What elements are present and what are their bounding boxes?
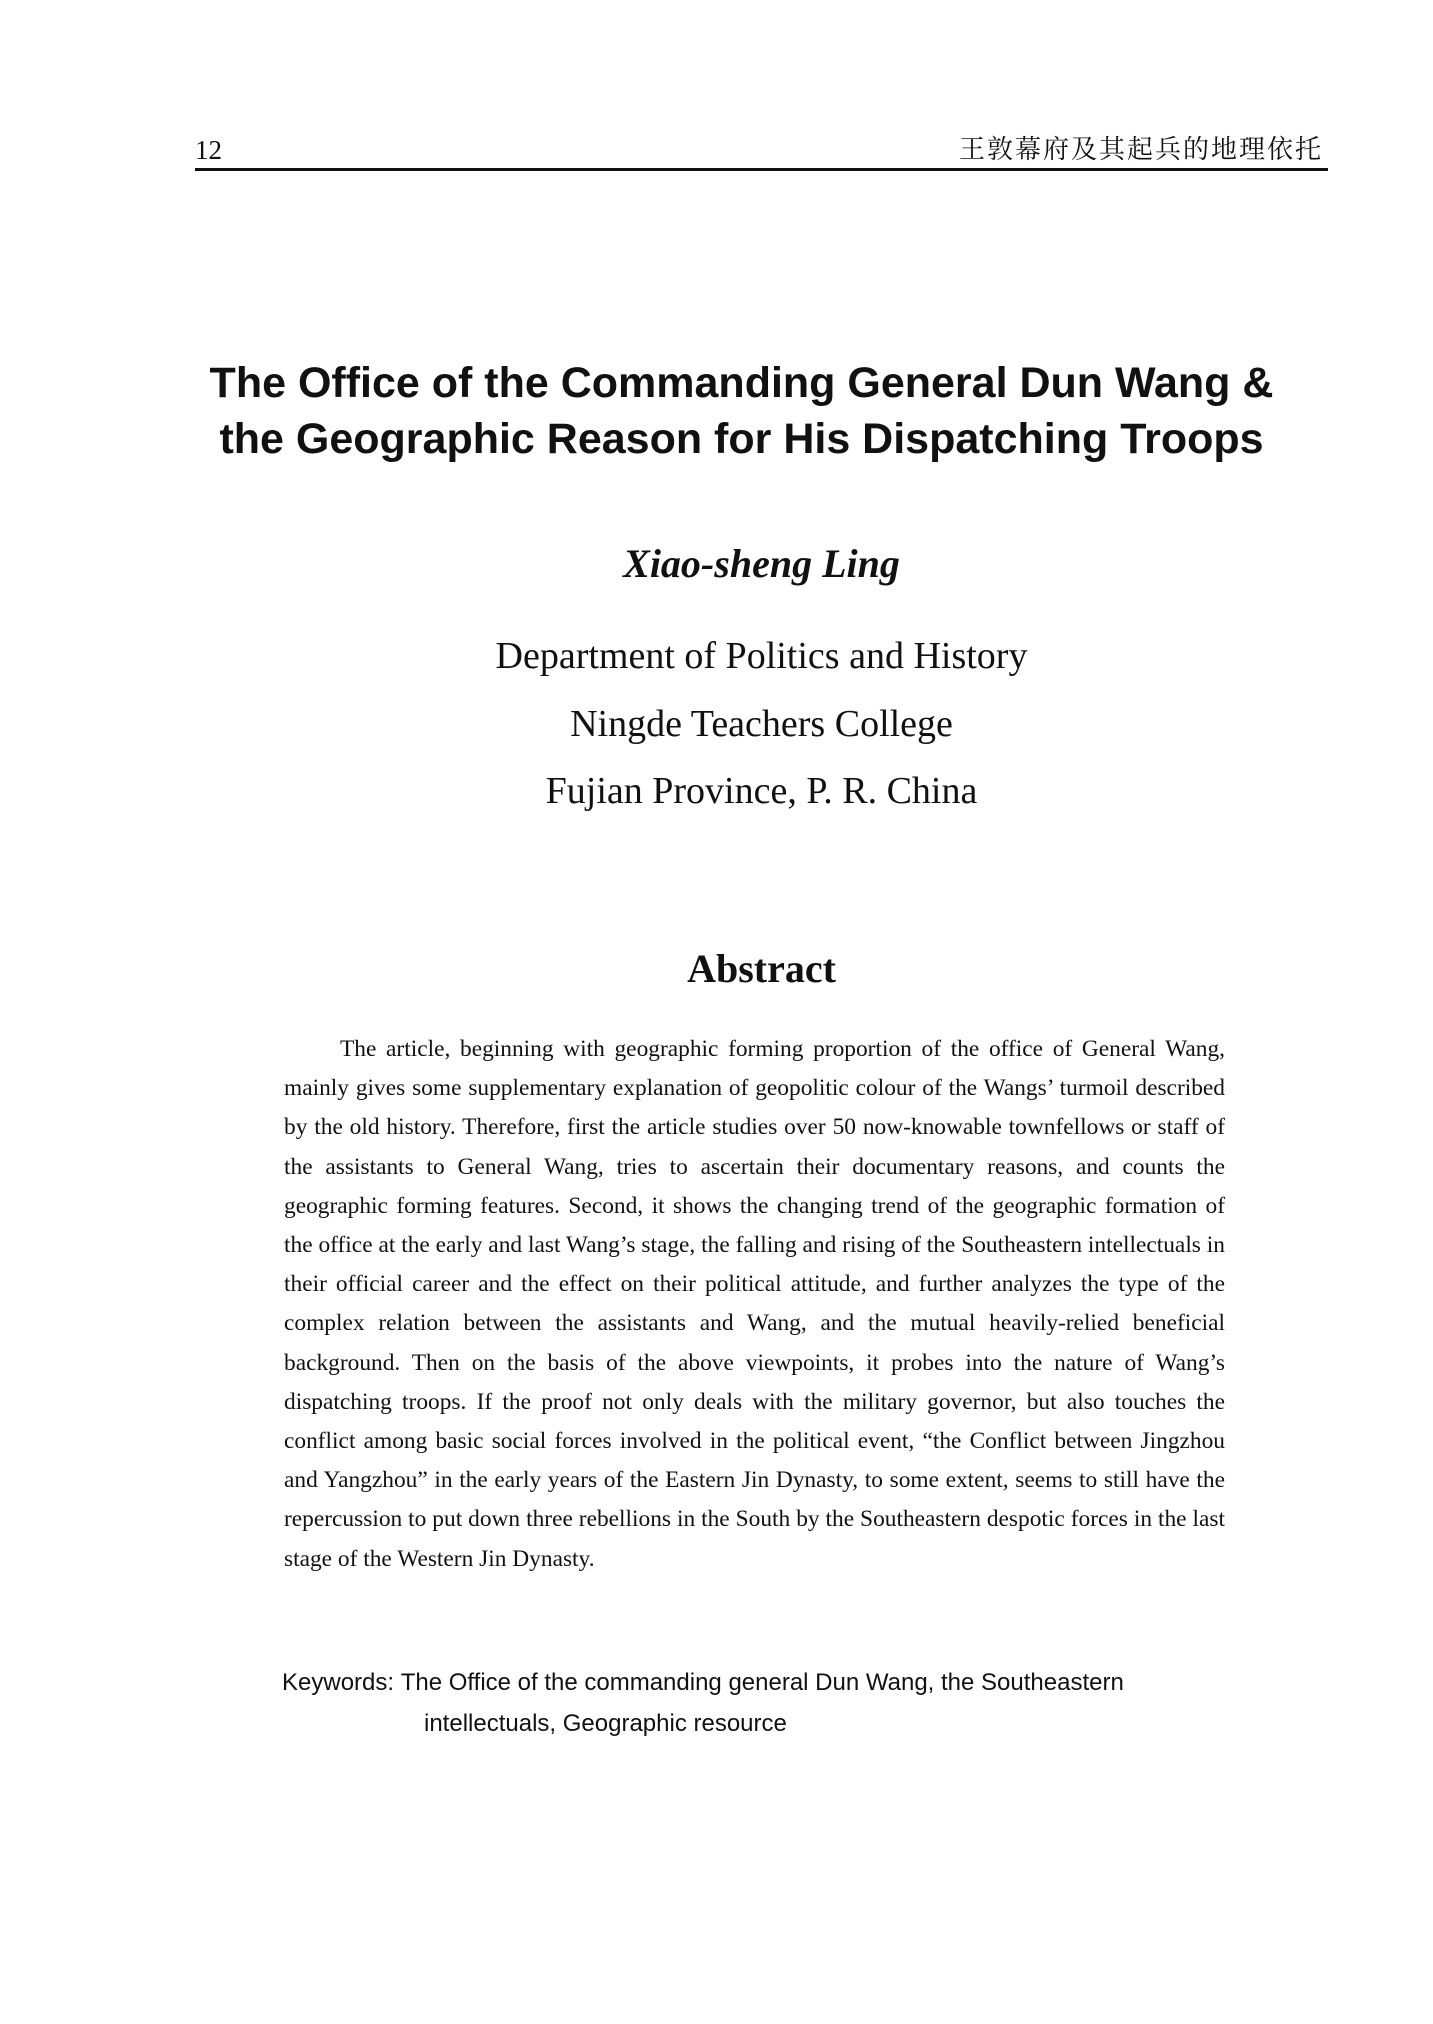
- article-title-line-2: the Geographic Reason for His Dispatching Troops: [219, 415, 1264, 463]
- affiliation-department: Department of Politics and History: [495, 635, 1028, 677]
- keywords-row: [282, 1662, 1227, 1703]
- article-title-line-1: The Office of the Commanding General Dun Wang &: [209, 359, 1274, 407]
- abstract-body: The article, beginning with geographic forming proportion of the office of General Wang, mainly gives some supplementary explanation of geopolitic colour of the Wangs’ turmoil described by the old history. Therefore, first the article studies over 50 now-knowable townfellows or staff of the assistants to General Wang, tries to ascertain their documentary reasons, and counts the geographic forming features. Second, it shows the changing trend of the geographic formation of the office at the early and last Wang’s stage, the falling and rising of the Southeastern intellectuals in their official career and the effect on their political attitude, and further analyzes the type of the complex relation between the assistants and Wang, and the mutual heavily-relied beneficial background. Then on the basis of the above viewpoints, it probes into the nature of Wang’s dispatching troops. If the proof not only deals with the military governor, but also touches the conflict among basic social forces involved in the political event, “the Conflict between Jingzhou and Yangzhou” in the early years of the Eastern Jin Dynasty, to some extent, seems to still have the repercussion to put down three rebellions in the South by the Southeastern despotic forces in the last stage of the Western Jin Dynasty.: [284, 1036, 1225, 1572]
- affiliation-institution: Ningde Teachers College: [570, 703, 953, 745]
- article-title: [100, 355, 1383, 467]
- keywords-section: [282, 1662, 1227, 1744]
- keywords-line-2: intellectuals, Geographic resource: [424, 1710, 787, 1737]
- author-name: Xiao-sheng Ling: [623, 541, 900, 586]
- keywords-line-1: The Office of the commanding general Dun Wang, the Southeastern: [400, 1669, 1124, 1696]
- keywords-label: Keywords:: [282, 1669, 395, 1696]
- abstract-heading: Abstract: [687, 946, 836, 991]
- running-head-title: 王敦幕府及其起兵的地理依托: [958, 135, 1323, 165]
- affiliation-location: Fujian Province, P. R. China: [545, 770, 978, 812]
- page-number: 12: [195, 135, 222, 165]
- header-rule: [195, 168, 1328, 171]
